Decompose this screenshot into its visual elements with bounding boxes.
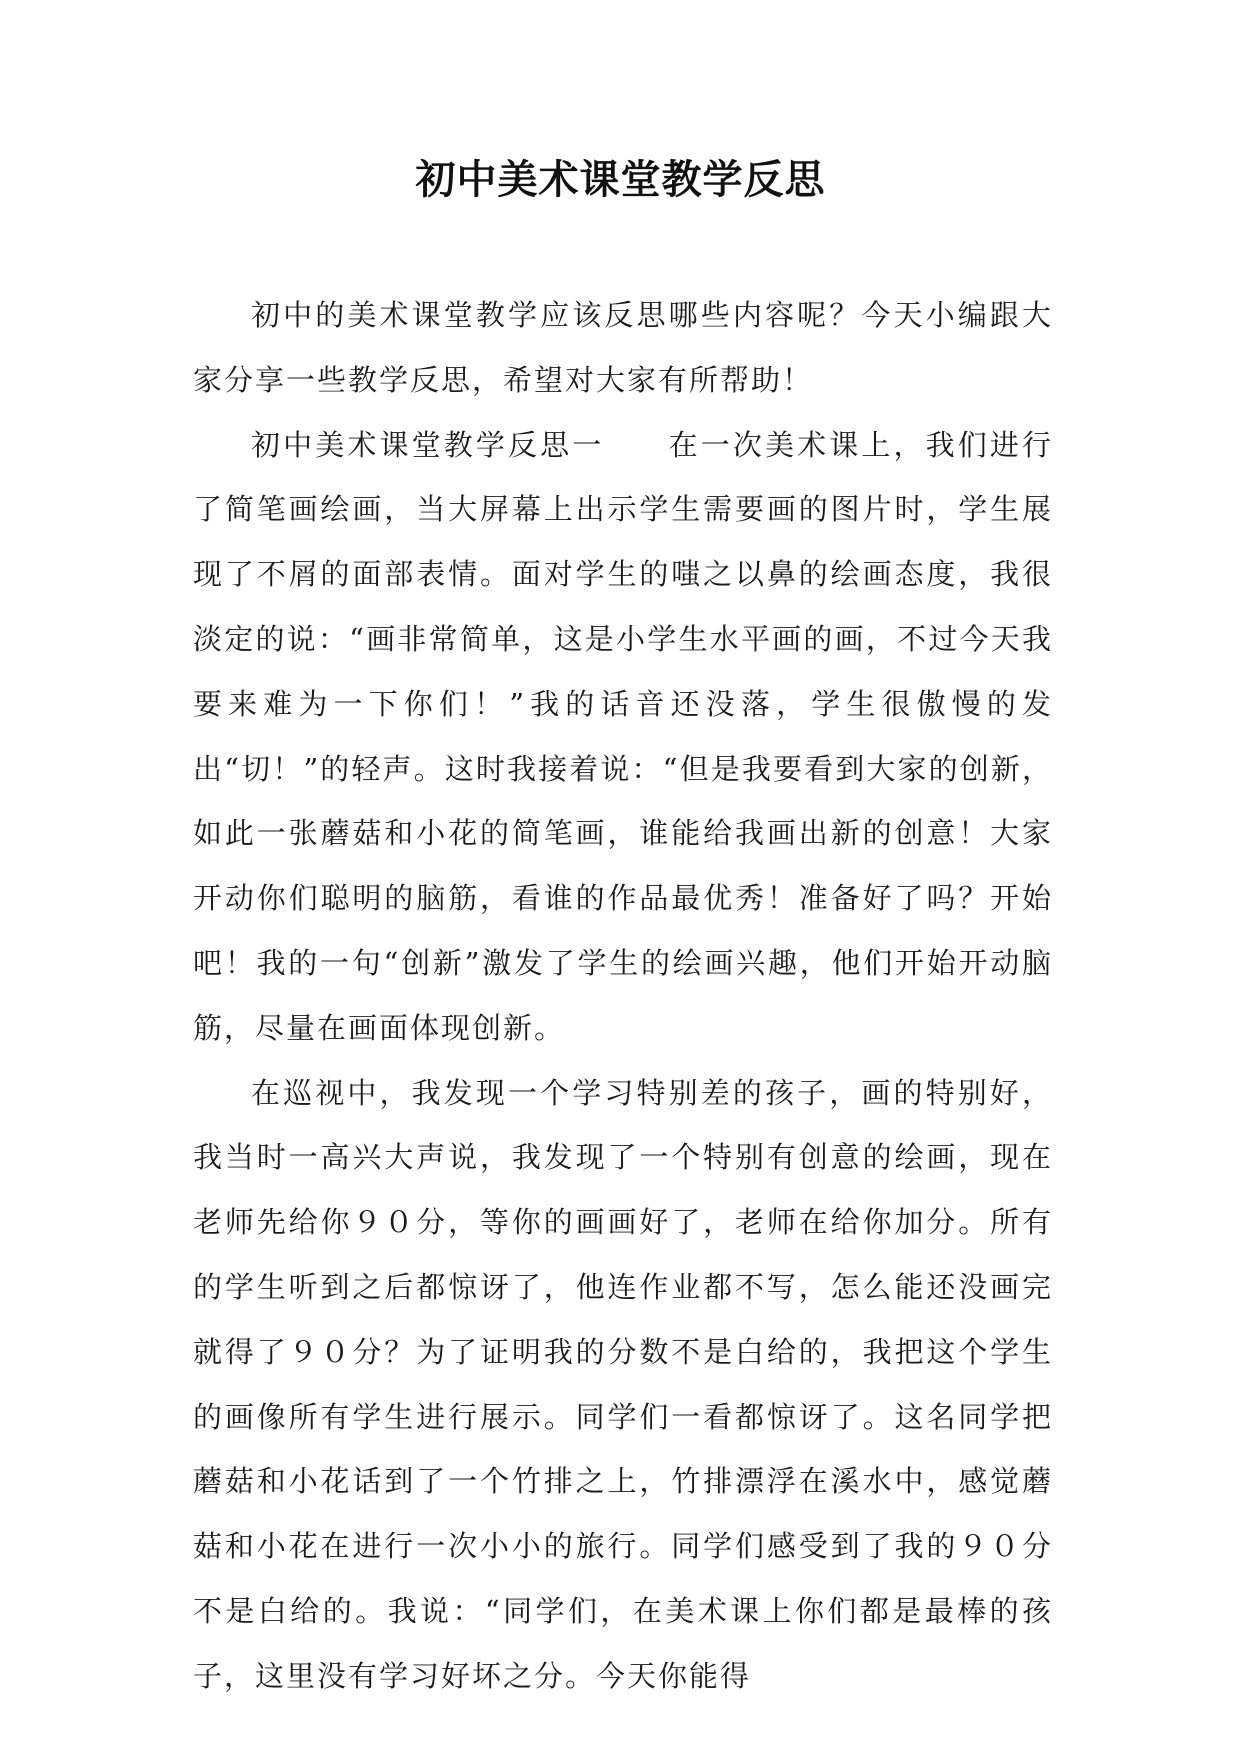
paragraph-patrol: 在巡视中，我发现一个学习特别差的孩子，画的特别好，我当时一高兴大声说，我发现了一个特别有创意的绘画，现在老师先给你９０分，等你的画画好了，老师在给你加分。所有的学生听到之后都惊讶了，他连作业都不写，怎么能还没画完就得了９０分？为了证明我的分数不是白给的，我把这个学生的画像所有学生进行展示。同学们一看都惊讶了。这名同学把蘑菇和小花话到了一个竹排之上，竹排漂浮在溪水中，感觉蘑菇和小花在进行一次小小的旅行。同学们感受到了我的９０分不是白给的。我说：“同学们，在美术课上你们都是最棒的孩子，这里没有学习好坏之分。今天你能得	[193, 1075, 1053, 1693]
document-body	[193, 283, 1053, 1709]
document-title: 初中美术课堂教学反思	[415, 157, 826, 203]
paragraph-intro: 初中的美术课堂教学应该反思哪些内容呢？今天小编跟大家分享一些教学反思，希望对大家有所帮助！	[193, 298, 1053, 397]
paragraph-reflection-one: 初中美术课堂教学反思一 在一次美术课上，我们进行了简笔画绘画，当大屏幕上出示学生需要画的图片时，学生展现了不屑的面部表情。面对学生的嗤之以鼻的绘画态度，我很淡定的说：“画非常简单，这是小学生水平画的画，不过今天我要来难为一下你们！”我的话音还没落，学生很傲慢的发出“切！”的轻声。这时我接着说：“但是我要看到大家的创新，如此一张蘑菇和小花的简笔画，谁能给我画出新的创意！大家开动你们聪明的脑筋，看谁的作品最优秀！准备好了吗？开始吧！我的一句“创新”激发了学生的绘画兴趣，他们开始开动脑筋，尽量在画面体现创新。	[193, 427, 1053, 1045]
